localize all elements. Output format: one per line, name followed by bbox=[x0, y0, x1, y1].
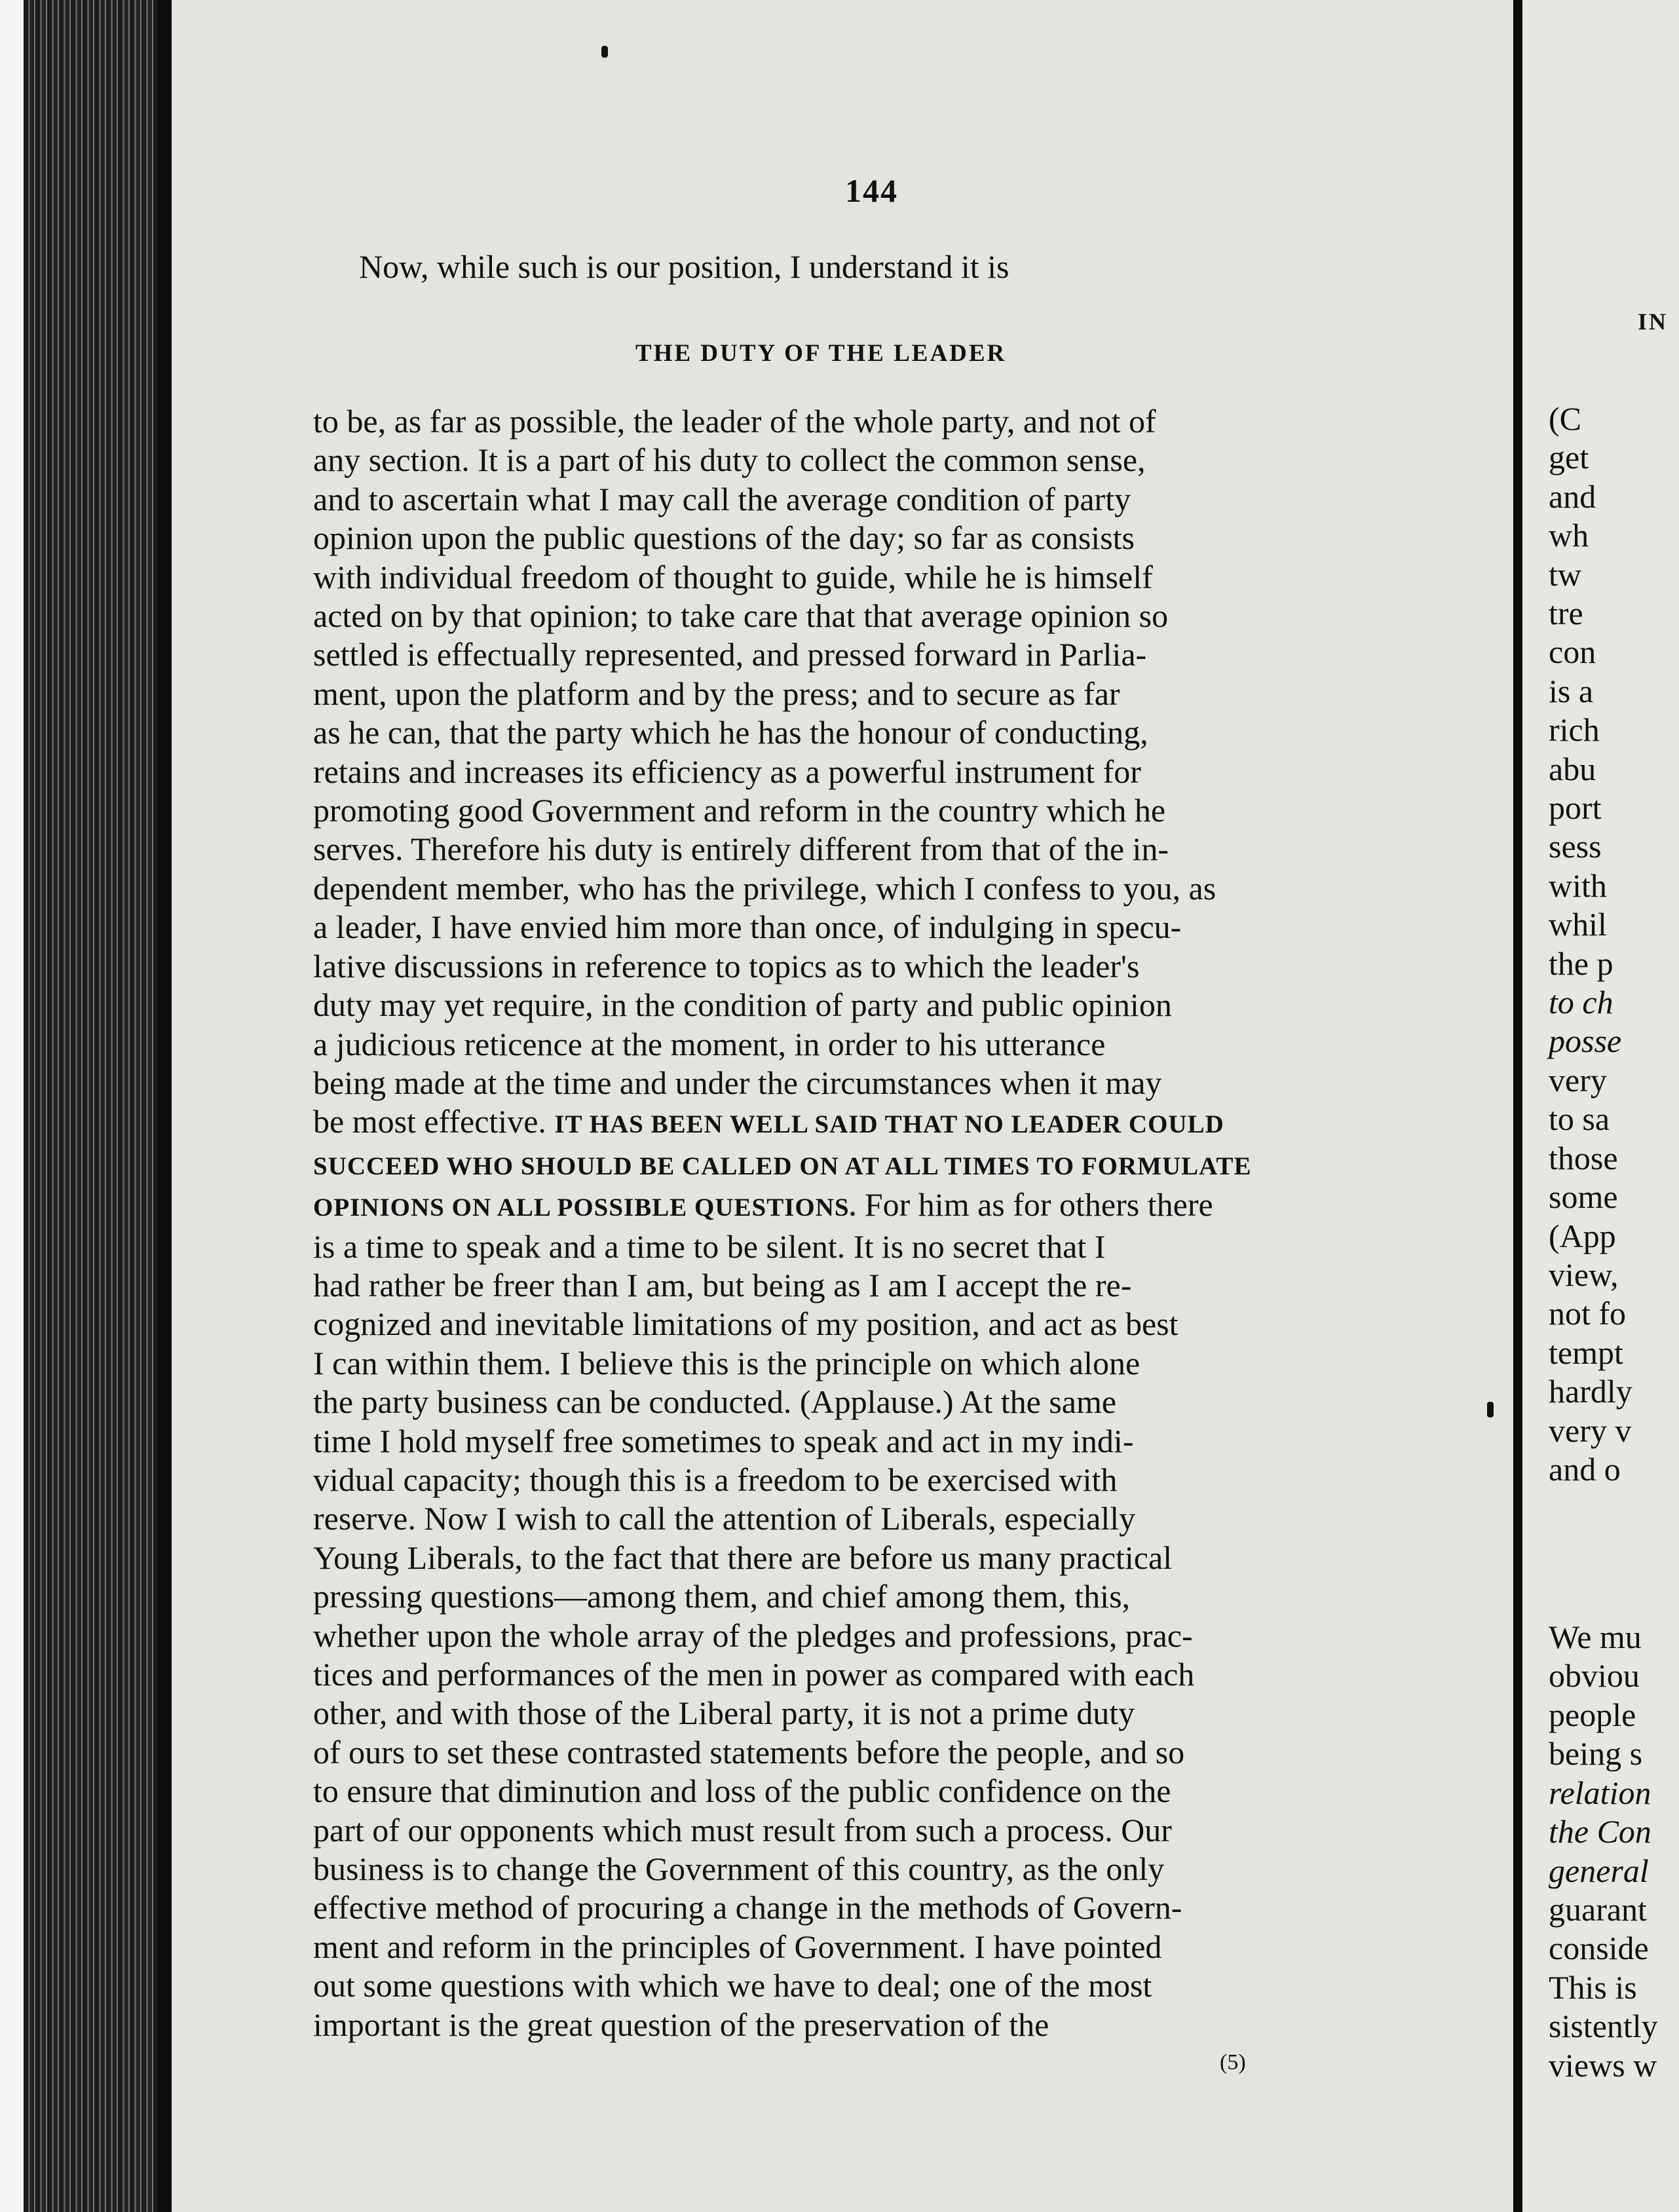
right-gutter bbox=[1513, 0, 1522, 2212]
facing-page-fragment: with bbox=[1549, 867, 1607, 904]
facing-page-fragment: sess bbox=[1549, 828, 1602, 865]
text-line: ment, upon the platform and by the press; and to secure as far bbox=[313, 675, 1120, 712]
text-line: duty may yet require, in the condition of party and public opinion bbox=[313, 986, 1172, 1024]
text-line: pressing questions—among them, and chief among them, this, bbox=[313, 1578, 1131, 1615]
facing-page-fragment: those bbox=[1549, 1139, 1618, 1176]
text-line: to ensure that diminution and loss of the public confidence on the bbox=[313, 1772, 1171, 1810]
text-line: part of our opponents which must result from such a process. Our bbox=[313, 1811, 1172, 1848]
facing-page-fragment: view, bbox=[1549, 1256, 1619, 1293]
binding-edge bbox=[0, 0, 24, 2212]
facing-page-fragment: to sa bbox=[1549, 1100, 1610, 1138]
text-line: business is to change the Government of this country, as the only bbox=[313, 1850, 1165, 1888]
facing-page bbox=[1522, 0, 1679, 2212]
facing-page-fragment: not fo bbox=[1549, 1295, 1627, 1332]
text-line: being made at the time and under the circumstances when it may bbox=[313, 1064, 1162, 1101]
facing-page-fragment: conside bbox=[1549, 1930, 1649, 1967]
text-line: with individual freedom of thought to guide, while he is himself bbox=[313, 558, 1153, 595]
text-line: settled is effectually represented, and pressed forward in Parlia- bbox=[313, 636, 1147, 673]
text-line: opinion upon the public questions of the day; so far as consists bbox=[313, 519, 1135, 557]
text-line: important is the great question of the preservation of the bbox=[313, 2006, 1049, 2043]
text-line: tices and performances of the men in power as compared with each bbox=[313, 1656, 1195, 1693]
facing-page-fragment: posse bbox=[1549, 1022, 1622, 1060]
text-line: any section. It is a part of his duty to collect the common sense, bbox=[313, 441, 1146, 479]
text-line: vidual capacity; though this is a freedom to be exercised with bbox=[313, 1461, 1118, 1498]
facing-page-fragment: people bbox=[1549, 1696, 1636, 1733]
text-line: retains and increases its efficiency as a powerful instrument for bbox=[313, 753, 1141, 790]
text-line: effective method of procuring a change in the methods of Govern- bbox=[313, 1889, 1182, 1926]
facing-page-fragment: We mu bbox=[1549, 1619, 1642, 1655]
text-line: as he can, that the party which he has the honour of conducting, bbox=[313, 714, 1148, 751]
emphasis-caps: IT HAS BEEN WELL SAID THAT NO LEADER COULD bbox=[554, 1110, 1224, 1139]
emphasis-lead: be most effective. bbox=[313, 1103, 546, 1140]
facing-page-fragment: get bbox=[1549, 439, 1589, 476]
ink-speck bbox=[601, 46, 608, 58]
facing-page-fragment: tre bbox=[1549, 595, 1583, 631]
text-line: out some questions with which we have to deal; one of the most bbox=[313, 1967, 1152, 2004]
text-line: to be, as far as possible, the leader of the whole party, and not of bbox=[313, 403, 1156, 440]
facing-page-fragment: con bbox=[1549, 633, 1596, 671]
page-gutter bbox=[157, 0, 172, 2212]
text-line: whether upon the whole array of the pledges and professions, prac- bbox=[313, 1617, 1193, 1654]
book-binding bbox=[0, 0, 157, 2212]
facing-page-fragment: guarant bbox=[1549, 1891, 1647, 1928]
text-line: other, and with those of the Liberal party, it is not a prime duty bbox=[313, 1695, 1135, 1732]
text-line: reserve. Now I wish to call the attention of Liberals, especially bbox=[313, 1500, 1136, 1537]
facing-page-fragment: tw bbox=[1549, 555, 1581, 593]
facing-page-fragment: and o bbox=[1549, 1451, 1621, 1488]
facing-page-fragment: This is bbox=[1549, 1968, 1637, 2006]
text-line: lative discussions in reference to topics as to which the leader's bbox=[313, 947, 1140, 984]
facing-page-fragment: tempt bbox=[1549, 1334, 1623, 1371]
facing-page-fragment: the p bbox=[1549, 945, 1613, 982]
facing-page-heading: IN bbox=[1638, 309, 1669, 335]
facing-page-fragment: sistently bbox=[1549, 2008, 1658, 2045]
body-text bbox=[313, 402, 1427, 2044]
ink-speck bbox=[1487, 1402, 1494, 1417]
facing-page-fragment: views w bbox=[1549, 2046, 1657, 2084]
facing-page-fragment: (App bbox=[1549, 1217, 1616, 1254]
text-line: and to ascertain what I may call the average condition of party bbox=[313, 480, 1131, 517]
page-number: 144 bbox=[845, 172, 898, 209]
facing-page-fragment: wh bbox=[1549, 517, 1589, 554]
text-line: of ours to set these contrasted statements before the people, and so bbox=[313, 1733, 1185, 1771]
footer-signature-mark: (5) bbox=[1220, 2050, 1246, 2074]
text-line: I can within them. I believe this is the principle on which alone bbox=[313, 1344, 1141, 1381]
facing-page-fragment: and bbox=[1549, 478, 1596, 515]
text-line: Young Liberals, to the fact that there are before us many practical bbox=[313, 1539, 1173, 1576]
text-line: is a time to speak and a time to be silent. It is no secret that I bbox=[313, 1228, 1106, 1265]
facing-page-fragment: is a bbox=[1549, 672, 1594, 709]
facing-page-fragment: very v bbox=[1549, 1412, 1632, 1449]
facing-page-fragment: relation bbox=[1549, 1774, 1651, 1811]
text-line: had rather be freer than I am, but being as I am I accept the re- bbox=[313, 1266, 1132, 1303]
facing-page-fragment: whil bbox=[1549, 906, 1607, 943]
text-line: ment and reform in the principles of Government. I have pointed bbox=[313, 1928, 1162, 1965]
facing-page-fragment: (C bbox=[1549, 400, 1581, 437]
facing-page-fragment: rich bbox=[1549, 711, 1600, 749]
text-line: the party business can be conducted. (Applause.) At the same bbox=[313, 1383, 1117, 1421]
text-line: acted on by that opinion; to take care that that average opinion so bbox=[313, 597, 1169, 635]
intro-line: Now, while such is our position, I understand it is bbox=[359, 248, 1009, 285]
emphasis-line bbox=[313, 1144, 1427, 1186]
emphasis-line bbox=[313, 1102, 1427, 1144]
text-line: dependent member, who has the privilege, which I confess to you, as bbox=[313, 869, 1217, 907]
emphasis-line bbox=[313, 1186, 1427, 1227]
text-line: promoting good Government and reform in the country which he bbox=[313, 792, 1166, 829]
facing-page-fragment: obviou bbox=[1549, 1657, 1640, 1695]
facing-page-fragment: being s bbox=[1549, 1735, 1643, 1772]
text-line: a judicious reticence at the moment, in order to his utterance bbox=[313, 1025, 1106, 1062]
section-heading: THE DUTY OF THE LEADER bbox=[635, 340, 1007, 367]
text-line: serves. Therefore his duty is entirely different from that of the in- bbox=[313, 831, 1169, 868]
facing-page-fragment: to ch bbox=[1549, 984, 1613, 1021]
facing-page-fragment: hardly bbox=[1549, 1373, 1632, 1410]
facing-page-fragment: port bbox=[1549, 789, 1602, 826]
emphasis-tail: For him as for others there bbox=[864, 1186, 1213, 1224]
facing-page-fragment: general bbox=[1549, 1852, 1649, 1889]
facing-page-fragment: some bbox=[1549, 1178, 1618, 1216]
text-line: cognized and inevitable limitations of my position, and act as best bbox=[313, 1305, 1179, 1343]
facing-page-fragment: very bbox=[1549, 1062, 1607, 1098]
emphasis-caps: SUCCEED WHO SHOULD BE CALLED ON AT ALL TIMES TO FORMULATE bbox=[313, 1152, 1252, 1180]
emphasis-caps: OPINIONS ON ALL POSSIBLE QUESTIONS. bbox=[313, 1193, 857, 1222]
facing-page-fragment: the Con bbox=[1549, 1813, 1651, 1850]
text-line: time I hold myself free sometimes to speak and act in my indi- bbox=[313, 1422, 1134, 1459]
text-line: a leader, I have envied him more than once, of indulging in specu- bbox=[313, 909, 1182, 946]
facing-page-fragment: abu bbox=[1549, 750, 1596, 787]
